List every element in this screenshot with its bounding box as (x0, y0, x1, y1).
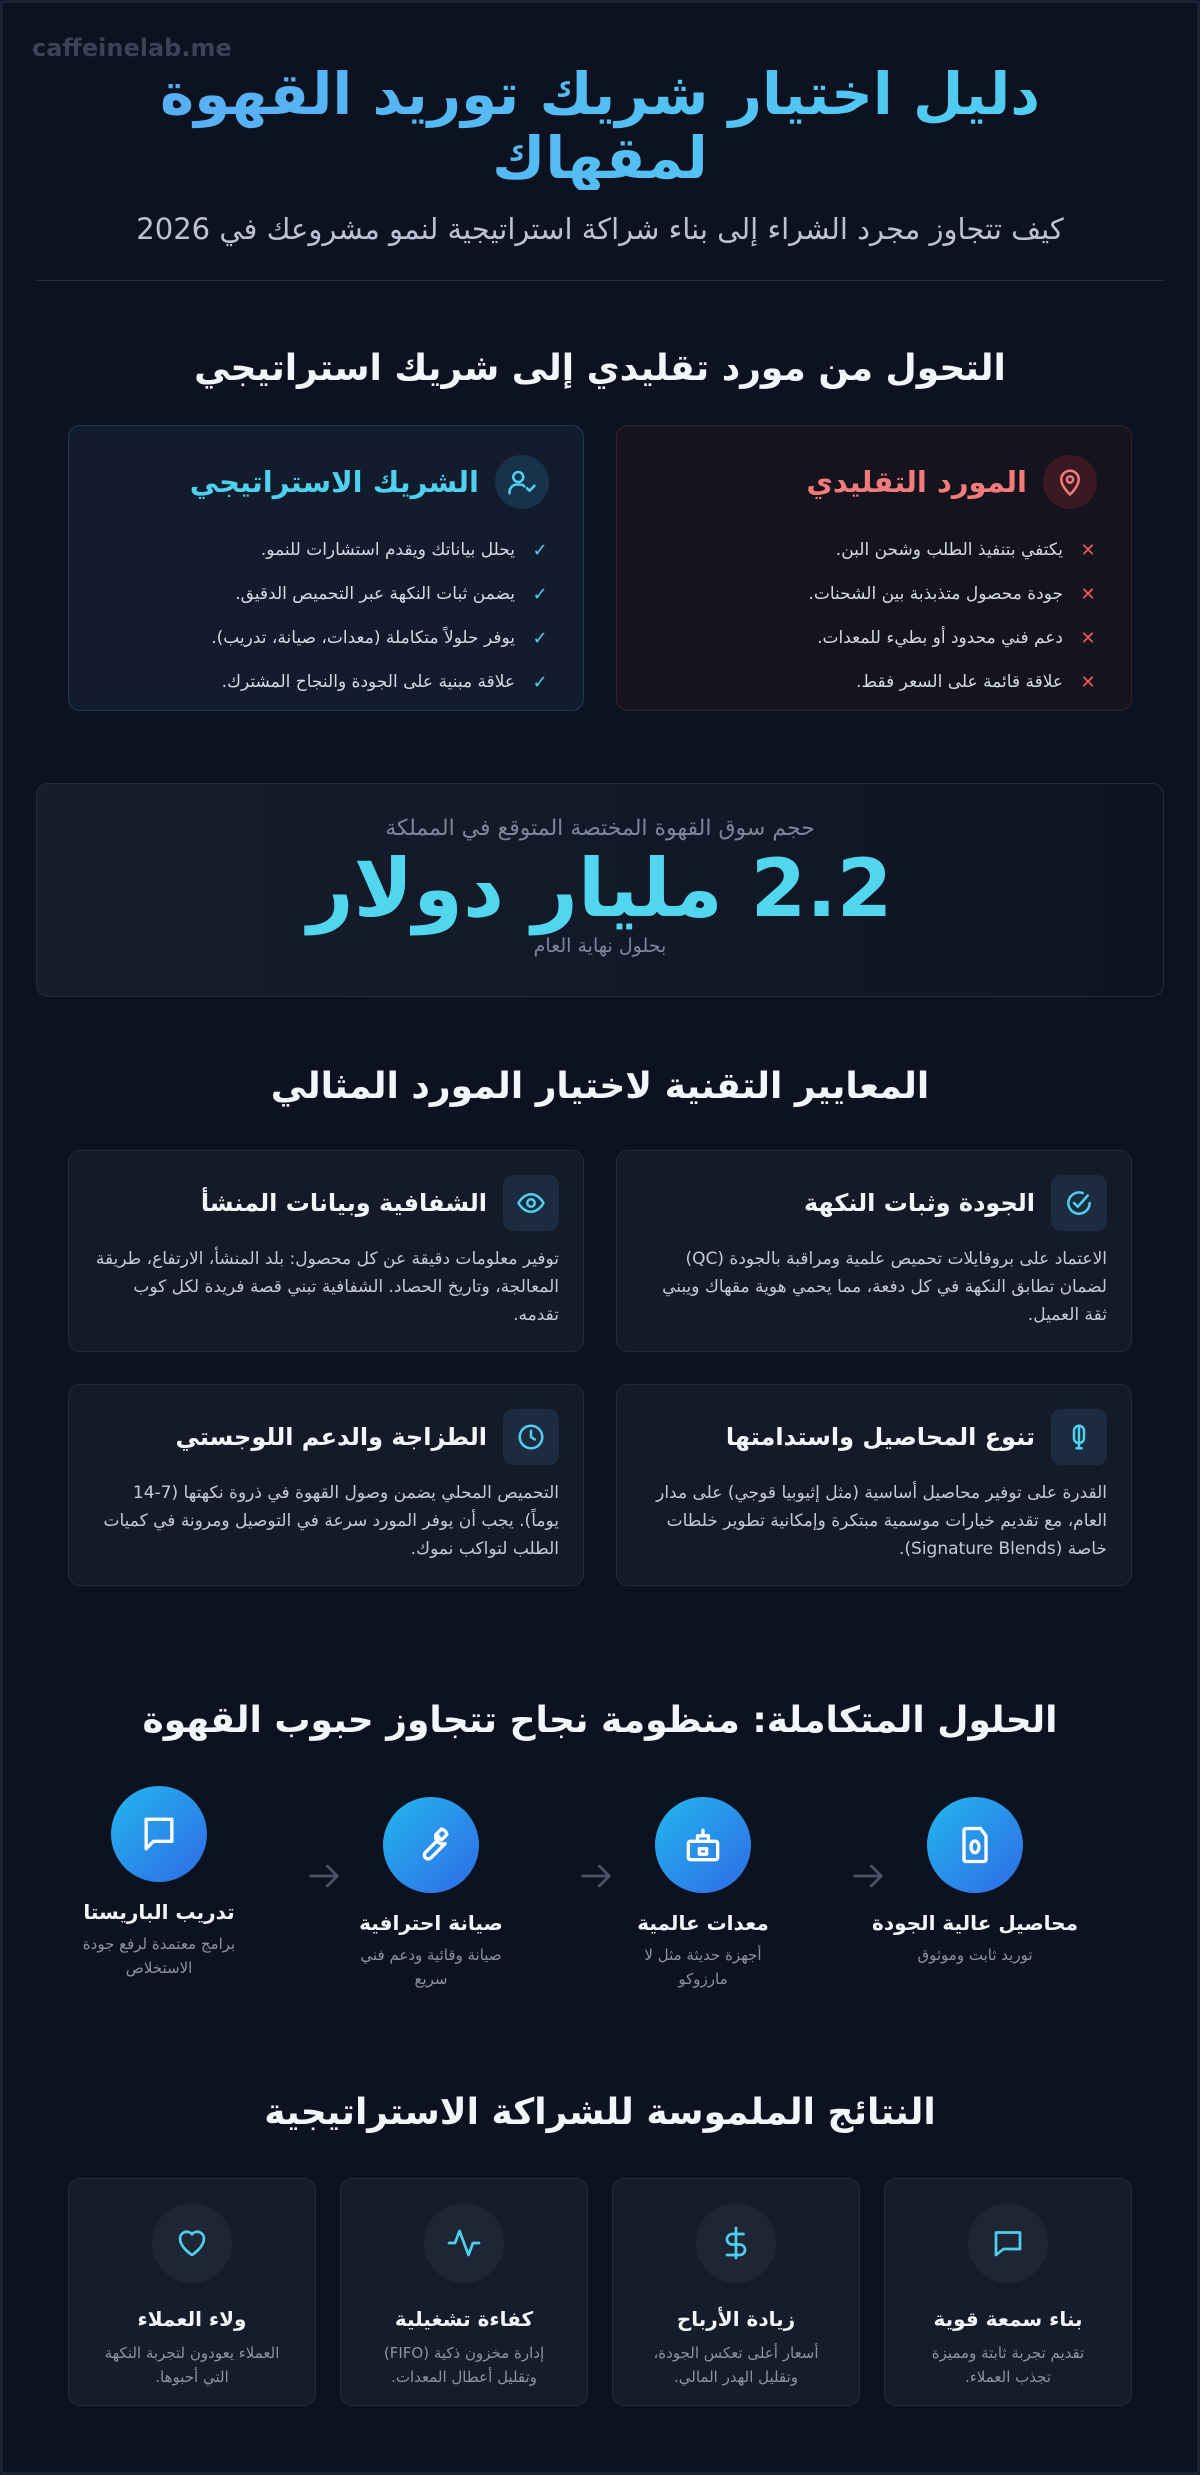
result-desc: العملاء يعودون لتجربة النكهة التي أحبوها. (104, 2344, 280, 2386)
criteria-desc-transparency: توفير معلومات دقيقة عن كل محصول: بلد المنشأ، الارتفاع، طريقة المعالجة، وتاريخ الحصاد. الشفافية تبني قصة فريدة لكل كوب تقدمه. (95, 1249, 559, 1325)
traditional-title: المورد التقليدي (806, 465, 1027, 499)
hero (0, 62, 1200, 246)
presentation-icon (111, 1786, 207, 1882)
arrow-right-icon (848, 1856, 888, 1896)
message-icon (968, 2203, 1048, 2283)
strategic-item: ✓ يحلل بياناتك ويقدم استشارات للنمو. (260, 539, 548, 561)
coffee-bag-icon (927, 1797, 1023, 1893)
results-title: النتائج الملموسة للشراكة الاستراتيجية (264, 2092, 936, 2133)
solution-step-title: معدات عالمية (637, 1911, 769, 1935)
solution-step-desc: أجهزة حديثة مثل لا مارزوكو (644, 1946, 762, 1988)
stat-label: حجم سوق القهوة المختصة المتوقع في المملكة (385, 816, 815, 841)
criteria-title-variety: تنوع المحاصيل واستدامتها (725, 1423, 1035, 1451)
clock-icon (503, 1409, 559, 1465)
stat-value: 2.2 مليار دولار (307, 842, 893, 935)
criteria-title-quality: الجودة وثبات النكهة (803, 1189, 1035, 1217)
result-card-loyalty (68, 2178, 316, 2406)
coffee-machine-icon (655, 1797, 751, 1893)
check-icon: ✓ (532, 539, 548, 561)
arrow-right-icon (576, 1856, 616, 1896)
strategic-item: ✓ علاقة مبنية على الجودة والنجاح المشترك. (221, 671, 548, 693)
check-icon: ✓ (532, 627, 548, 649)
x-icon: ✕ (1080, 627, 1096, 649)
criteria-desc-freshness: التحميص المحلي يضمن وصول القهوة في ذروة نكهتها (7-14 يوماً). يجب أن يوفر المورد سرعة في التوصيل ومرونة في كميات الطلب لتواكب نموك. (103, 1483, 559, 1559)
criteria-card-variety (616, 1384, 1132, 1586)
result-title: زيادة الأرباح (676, 2307, 796, 2331)
result-desc: أسعار أعلى تعكس الجودة، وتقليل الهدر المالي. (653, 2344, 819, 2386)
stat-note: بحلول نهاية العام (533, 935, 667, 957)
x-icon: ✕ (1080, 539, 1096, 561)
page-subtitle: كيف تتجاوز مجرد الشراء إلى بناء شراكة استراتيجية لنمو مشروعك في 2026 (136, 212, 1064, 246)
strategic-item: ✓ يضمن ثبات النكهة عبر التحميص الدقيق. (235, 583, 548, 605)
page-title: دليل اختيار شريك توريد القهوة لمقهاك (0, 62, 1200, 190)
result-title: بناء سمعة قوية (933, 2307, 1083, 2331)
solution-step-training (34, 1786, 284, 1980)
traditional-supplier-card (616, 425, 1132, 711)
x-icon: ✕ (1080, 671, 1096, 693)
strategic-item: ✓ يوفر حلولاً متكاملة (معدات، صيانة، تدريب). (211, 627, 548, 649)
criteria-card-quality (616, 1150, 1132, 1352)
wrench-icon (383, 1797, 479, 1893)
location-pin-icon (1043, 455, 1097, 509)
strategic-title: الشريك الاستراتيجي (189, 465, 479, 499)
solutions-flow (82, 1780, 1100, 1988)
result-desc: تقديم تجربة ثابتة ومميزة تجذب العملاء. (931, 2344, 1085, 2386)
traditional-item: ✕ دعم فني محدود أو بطيء للمعدات. (817, 627, 1096, 649)
watermark: caffeinelab.me (32, 34, 232, 62)
result-title: ولاء العملاء (137, 2307, 247, 2331)
criteria-title: المعايير التقنية لاختيار المورد المثالي (270, 1066, 930, 1107)
result-card-reputation (884, 2178, 1132, 2406)
activity-icon (424, 2203, 504, 2283)
traditional-item: ✕ علاقة قائمة على السعر فقط. (856, 671, 1096, 693)
arrow-right-icon (304, 1856, 344, 1896)
result-card-efficiency (340, 2178, 588, 2406)
criteria-title-transparency: الشفافية وبيانات المنشأ (200, 1189, 487, 1217)
badge-check-icon (1051, 1175, 1107, 1231)
solution-step-title: محاصيل عالية الجودة (872, 1911, 1078, 1935)
solution-step-desc: صيانة وقائية ودعم فني سريع (360, 1946, 502, 1988)
x-icon: ✕ (1080, 583, 1096, 605)
solution-step-desc: برامج معتمدة لرفع جودة الاستخلاص (82, 1935, 236, 1977)
solution-step-desc: توريد ثابت وموثوق (917, 1946, 1033, 1964)
result-desc: إدارة مخزون ذكية (FIFO) وتقليل أعطال المعدات. (383, 2344, 545, 2386)
criteria-card-freshness (68, 1384, 584, 1586)
criteria-title-freshness: الطزاجة والدعم اللوجستي (175, 1423, 487, 1451)
criteria-card-transparency (68, 1150, 584, 1352)
comparison-title: التحول من مورد تقليدي إلى شريك استراتيجي (194, 348, 1006, 389)
check-icon: ✓ (532, 671, 548, 693)
solutions-title: الحلول المتكاملة: منظومة نجاح تتجاوز حبوب القهوة (142, 1700, 1058, 1741)
user-check-icon (495, 455, 549, 509)
market-size-stat (36, 783, 1164, 997)
solution-step-title: تدريب الباريستا (83, 1900, 235, 1924)
eye-icon (503, 1175, 559, 1231)
bean-icon (1051, 1409, 1107, 1465)
divider (36, 280, 1164, 281)
solution-step-title: صيانة احترافية (359, 1911, 503, 1935)
dollar-icon (696, 2203, 776, 2283)
strategic-partner-card (68, 425, 584, 711)
traditional-item: ✕ جودة محصول متذبذبة بين الشحنات. (808, 583, 1096, 605)
criteria-desc-variety: القدرة على توفير محاصيل أساسية (مثل إثيوبيا قوجي) على مدار العام، مع تقديم خيارات موسمية مبتكرة وإمكانية تطوير خلطات خاصة (Signature Blends). (656, 1483, 1107, 1559)
heart-icon (152, 2203, 232, 2283)
traditional-item: ✕ يكتفي بتنفيذ الطلب وشحن البن. (835, 539, 1096, 561)
result-card-profits (612, 2178, 860, 2406)
result-title: كفاءة تشغيلية (394, 2307, 534, 2331)
check-icon: ✓ (532, 583, 548, 605)
criteria-desc-quality: الاعتماد على بروفايلات تحميص علمية ومراقبة بالجودة (QC) لضمان تطابق النكهة في كل دفعة، مما يحمي هوية مقهاك ويبني ثقة العميل. (662, 1249, 1107, 1325)
